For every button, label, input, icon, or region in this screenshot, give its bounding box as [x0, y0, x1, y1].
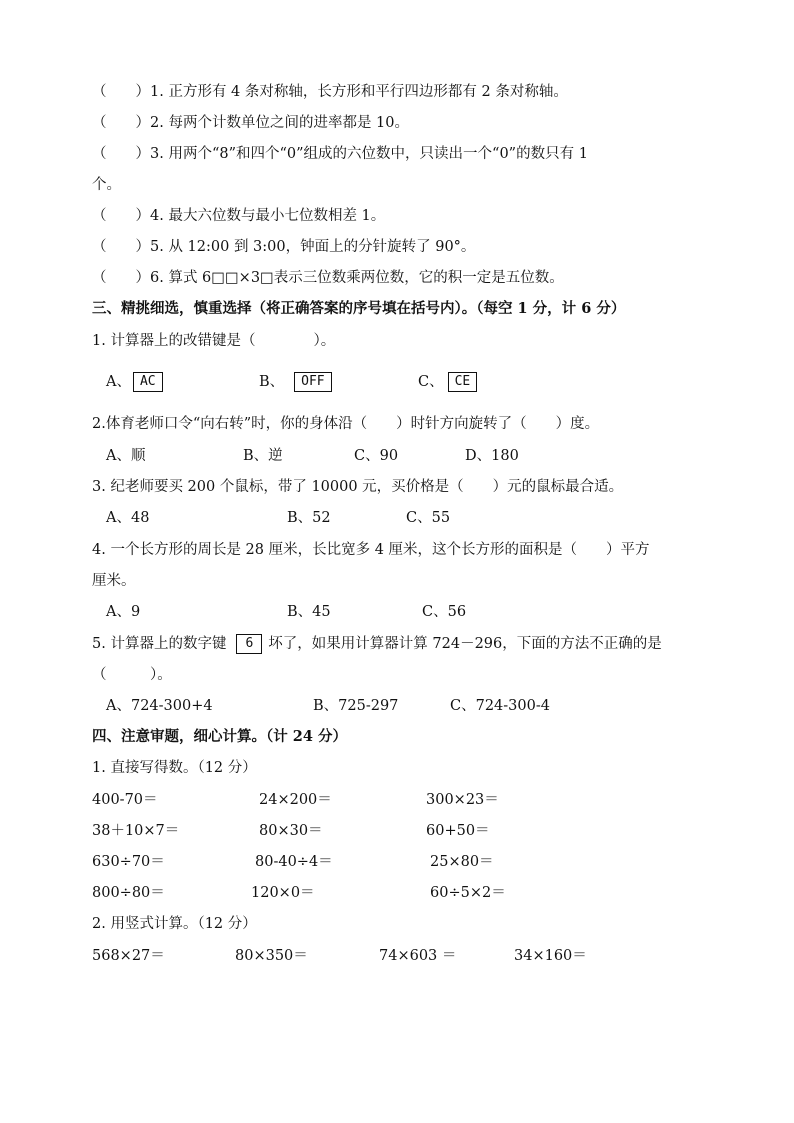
- q2-option-a[interactable]: A、顺: [106, 448, 146, 464]
- q5-option-a[interactable]: A、724-300+4: [106, 698, 213, 714]
- vertical-calc: 74×603 ＝: [379, 948, 457, 964]
- q4-option-b[interactable]: B、45: [287, 604, 331, 620]
- q1-text: 1. 计算器上的改错键是（ ）。: [92, 333, 336, 349]
- judge-text: 4. 最大六位数与最小七位数相差 1。: [150, 208, 386, 224]
- q5-text: 5. 计算器上的数字键 6 坏了，如果用计算器计算 724－296，下面的方法不正确的是: [92, 636, 662, 652]
- answer-blank[interactable]: （ ）: [92, 239, 150, 255]
- q4-text-cont: 厘米。: [92, 573, 136, 589]
- mental-calc: 120×0＝: [251, 885, 315, 901]
- mental-calc: 80-40÷4＝: [255, 854, 333, 870]
- section-4-title: 四、注意审题，细心计算。（计 24 分）: [92, 728, 348, 745]
- calculator-key-ac: AC: [133, 372, 163, 392]
- judge-item-3-cont: [92, 175, 121, 195]
- judge-item-3: [92, 144, 588, 164]
- mental-calc: 60÷5×2＝: [430, 885, 506, 901]
- mental-calc: 800÷80＝: [92, 885, 165, 901]
- judge-item-2: [92, 113, 409, 133]
- mental-calc: 25×80＝: [430, 854, 494, 870]
- judge-text: 1. 正方形有 4 条对称轴，长方形和平行四边形都有 2 条对称轴。: [150, 84, 568, 100]
- answer-blank[interactable]: （ ）: [92, 208, 150, 224]
- judge-text: 3. 用两个“8”和四个“0”组成的六位数中，只读出一个“0”的数只有 1: [150, 146, 588, 162]
- q3-option-b[interactable]: B、52: [287, 510, 331, 526]
- calculator-key-off: OFF: [294, 372, 331, 392]
- judge-text: 5. 从 12:00 到 3:00，钟面上的分针旋转了 90°。: [150, 239, 476, 255]
- section-3-title: 三、精挑细选，慎重选择（将正确答案的序号填在括号内）。（每空 1 分，计 6 分）: [92, 300, 626, 317]
- mental-calc: 24×200＝: [259, 792, 332, 808]
- mental-calc: 38＋10×7＝: [92, 823, 180, 839]
- judge-item-1: [92, 82, 568, 102]
- calculator-key-6: 6: [236, 634, 262, 654]
- calculator-key-ce: CE: [448, 372, 478, 392]
- judge-item-5: [92, 237, 475, 257]
- answer-blank[interactable]: （ ）: [92, 84, 150, 100]
- mental-calc: 60+50＝: [426, 823, 490, 839]
- q2-option-b[interactable]: B、逆: [243, 448, 283, 464]
- q5-text-cont: （ ）。: [92, 667, 172, 683]
- q5-option-b[interactable]: B、725-297: [313, 698, 399, 714]
- q4-option-a[interactable]: A、9: [106, 604, 141, 620]
- q2-text: 2.体育老师口令“向右转”时，你的身体沿（ ）时针方向旋转了（ ）度。: [92, 416, 600, 432]
- q1-option-c[interactable]: C、 CE: [418, 372, 477, 392]
- q1-option-a[interactable]: A、 AC: [106, 372, 163, 392]
- vertical-calc: 34×160＝: [514, 948, 587, 964]
- q3-text: 3. 纪老师要买 200 个鼠标，带了 10000 元，买价格是（ ）元的鼠标最合适。: [92, 479, 624, 495]
- q4-option-c[interactable]: C、56: [422, 604, 467, 620]
- vertical-calc: 568×27＝: [92, 948, 165, 964]
- judge-text: 2. 每两个计数单位之间的进率都是 10。: [150, 115, 410, 131]
- judge-text: 个。: [92, 177, 121, 193]
- q1-option-b[interactable]: B、 OFF: [259, 372, 332, 392]
- mental-calc: 80×30＝: [259, 823, 323, 839]
- answer-blank[interactable]: （ ）: [92, 146, 150, 162]
- answer-blank[interactable]: （ ）: [92, 270, 150, 286]
- q2-option-d[interactable]: D、180: [465, 448, 519, 464]
- q5-option-c[interactable]: C、724-300-4: [450, 698, 550, 714]
- sub1-title: 1. 直接写得数。（12 分）: [92, 760, 257, 776]
- vertical-calc: 80×350＝: [235, 948, 308, 964]
- q3-option-c[interactable]: C、55: [406, 510, 451, 526]
- judge-item-4: [92, 206, 385, 226]
- q4-text: 4. 一个长方形的周长是 28 厘米，长比宽多 4 厘米，这个长方形的面积是（ ）平方: [92, 542, 650, 558]
- mental-calc: 400-70＝: [92, 792, 158, 808]
- mental-calc: 630÷70＝: [92, 854, 165, 870]
- sub2-title: 2. 用竖式计算。（12 分）: [92, 916, 257, 932]
- judge-text: 6. 算式 6□□×3□表示三位数乘两位数，它的积一定是五位数。: [150, 270, 564, 286]
- q3-option-a[interactable]: A、48: [106, 510, 150, 526]
- judge-item-6: [92, 268, 564, 288]
- mental-calc: 300×23＝: [426, 792, 499, 808]
- answer-blank[interactable]: （ ）: [92, 115, 150, 131]
- q2-option-c[interactable]: C、90: [354, 448, 399, 464]
